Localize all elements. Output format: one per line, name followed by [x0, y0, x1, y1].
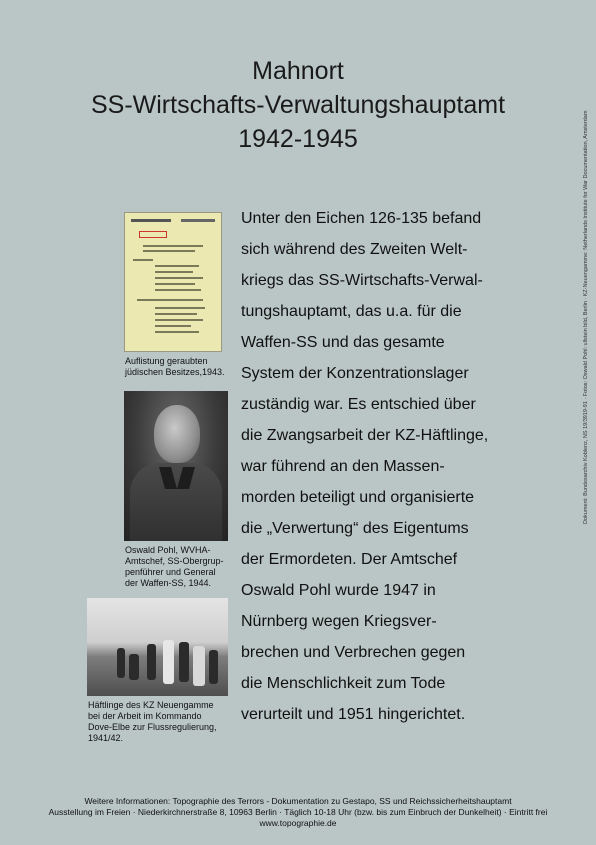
caption-line: Amtschef, SS-Obergrup-: [125, 556, 224, 566]
document-text-line: [143, 250, 195, 252]
caption-line: Auflistung geraubten: [125, 356, 208, 366]
body-line: die „Verwertung“ des Eigentums: [241, 520, 469, 537]
document-text-line: [155, 265, 199, 267]
body-line: verurteilt und 1951 hingerichtet.: [241, 706, 466, 723]
caption-line: jüdischen Besitzes,1943.: [125, 367, 225, 377]
body-line: brechen und Verbrechen gegen: [241, 644, 466, 661]
document-stamp: [139, 231, 167, 238]
prisoner-figure: [129, 654, 139, 680]
footer: [0, 796, 596, 829]
document-text-line: [143, 245, 203, 247]
document-text-line: [155, 319, 203, 321]
prisoner-figure: [117, 648, 125, 678]
caption-line: der Waffen-SS, 1944.: [125, 578, 212, 588]
caption-line: Oswald Pohl, WVHA-: [125, 545, 211, 555]
prisoner-figure: [193, 646, 205, 686]
body-line: die Menschlichkeit zum Tode: [241, 675, 446, 692]
document-text-line: [155, 289, 201, 291]
title-line-3: 1942-1945: [238, 125, 358, 153]
body-line: zuständig war. Es entschied über: [241, 396, 476, 413]
caption-line: Häftlinge des KZ Neuengamme: [88, 700, 214, 710]
body-line: System der Konzentrationslager: [241, 365, 469, 382]
portrait-caption: [125, 545, 224, 589]
title-line-2: SS-Wirtschafts-Verwaltungshauptamt: [90, 91, 506, 119]
body-line: die Zwangsarbeit der KZ-Häftlinge,: [241, 427, 489, 444]
document-text-line: [155, 283, 195, 285]
portrait-coat: [130, 463, 222, 541]
footer-website: www.topographie.de: [259, 818, 337, 828]
body-line: sich während des Zweiten Welt-: [241, 241, 468, 258]
prisoner-figure: [179, 642, 189, 682]
body-line: Nürnberg wegen Kriegsver-: [241, 613, 437, 630]
portrait-photo: [124, 391, 228, 541]
prisoners-work-photo: [87, 598, 228, 696]
document-text-line: [155, 307, 205, 309]
document-text-line: [133, 259, 153, 261]
body-line: war führend an den Massen-: [241, 458, 445, 475]
prisoner-figure: [163, 640, 174, 684]
document-text-line: [155, 313, 197, 315]
caption-line: 1941/42.: [88, 733, 124, 743]
document-photo: [124, 212, 222, 352]
body-line: der Ermordeten. Der Amtschef: [241, 551, 458, 568]
document-text-line: [155, 271, 193, 273]
body-line: tungshauptamt, das u.a. für die: [241, 303, 462, 320]
footer-info-line: Weitere Informationen: Topographie des Terrors - Dokumentation zu Gestapo, SS und Reichssicherheitshauptamt: [84, 796, 512, 806]
document-header-mark: [181, 219, 215, 222]
image-credits: Dokument: Bundesarchiv Koblenz, NS 19/3919-91 · Fotos: Oswald Pohl: ullstein bild, Berlin · KZ-Neuengamme: Netherlands Institute for War Documentation, Amsterdam: [583, 110, 589, 524]
title-line-1: Mahnort: [252, 57, 344, 85]
document-text-line: [155, 331, 199, 333]
document-text-line: [137, 299, 203, 301]
body-line: morden beteiligt und organisierte: [241, 489, 475, 506]
body-line: Waffen-SS und das gesamte: [241, 334, 445, 351]
document-text-line: [155, 325, 191, 327]
body-line: kriegs das SS-Wirtschafts-Verwal-: [241, 272, 483, 289]
body-text: [241, 203, 541, 730]
portrait-face: [154, 405, 200, 463]
work-caption: [88, 700, 217, 744]
body-line: Unter den Eichen 126-135 befand: [241, 210, 482, 227]
document-header-mark: [131, 219, 171, 222]
caption-line: Dove-Elbe zur Flussregulierung,: [88, 722, 217, 732]
page-title: [0, 54, 596, 156]
caption-line: bei der Arbeit im Kommando: [88, 711, 202, 721]
caption-line: penführer und General: [125, 567, 216, 577]
document-caption: [125, 356, 225, 378]
prisoner-figure: [147, 644, 156, 680]
document-text-line: [155, 277, 203, 279]
body-line: Oswald Pohl wurde 1947 in: [241, 582, 436, 599]
prisoner-figure: [209, 650, 218, 684]
footer-address-line: Ausstellung im Freien · Niederkirchnerstraße 8, 10963 Berlin · Täglich 10-18 Uhr (bzw. bis zum Einbruch der Dunkelheit) · Eintritt frei: [48, 807, 548, 817]
